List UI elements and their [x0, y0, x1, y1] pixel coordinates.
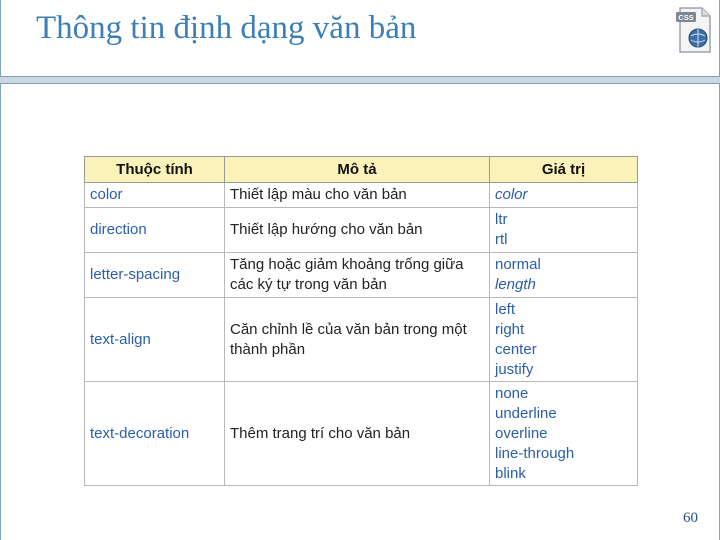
value-item: ltr — [495, 211, 508, 228]
property-cell: text-align — [85, 298, 225, 382]
property-cell: text-decoration — [85, 382, 225, 486]
values-cell — [490, 253, 638, 298]
value-item: left — [495, 300, 516, 318]
value-item: underline — [495, 404, 557, 422]
css-file-icon — [676, 6, 714, 54]
description-cell: Tăng hoặc giảm khoảng trống giữa các ký tự trong văn bản — [225, 253, 490, 298]
values-cell — [490, 208, 638, 253]
values-cell — [490, 183, 638, 208]
header-property: Thuộc tính — [85, 157, 225, 183]
table-header-row — [85, 157, 638, 183]
header-values: Giá trị — [490, 157, 638, 183]
property-cell: color — [85, 183, 225, 208]
property-cell: letter-spacing — [85, 253, 225, 298]
value-item: rtl — [495, 231, 508, 248]
description-cell: Thiết lập màu cho văn bản — [225, 183, 490, 208]
description-cell: Thêm trang trí cho văn bản — [225, 382, 490, 486]
description-cell: Căn chỉnh lề của văn bản trong một thành phần — [225, 298, 490, 382]
table-row — [85, 253, 638, 298]
value-item: blink — [495, 464, 526, 482]
value-item: center — [495, 340, 537, 358]
table-row — [85, 183, 638, 208]
value-item: normal — [495, 256, 541, 273]
value-item: overline — [495, 424, 548, 442]
header-description: Mô tả — [225, 157, 490, 183]
value-item: right — [495, 320, 525, 338]
page-number: 60 — [683, 510, 698, 526]
value-item: justify — [495, 360, 534, 378]
value-item: length — [495, 276, 536, 293]
css-file-icon-label: CSS — [678, 13, 694, 22]
value-item: color — [495, 186, 528, 203]
values-cell — [490, 382, 638, 486]
property-cell: direction — [85, 208, 225, 253]
table-row — [85, 298, 638, 382]
table-row — [85, 208, 638, 253]
slide-title: Thông tin định dạng văn bản — [36, 10, 417, 46]
description-cell: Thiết lập hướng cho văn bản — [225, 208, 490, 253]
table-row — [85, 382, 638, 486]
title-divider — [0, 76, 720, 84]
value-item: none — [495, 384, 529, 402]
value-item: line-through — [495, 444, 575, 462]
values-cell — [490, 298, 638, 382]
css-text-properties-table — [84, 156, 637, 486]
